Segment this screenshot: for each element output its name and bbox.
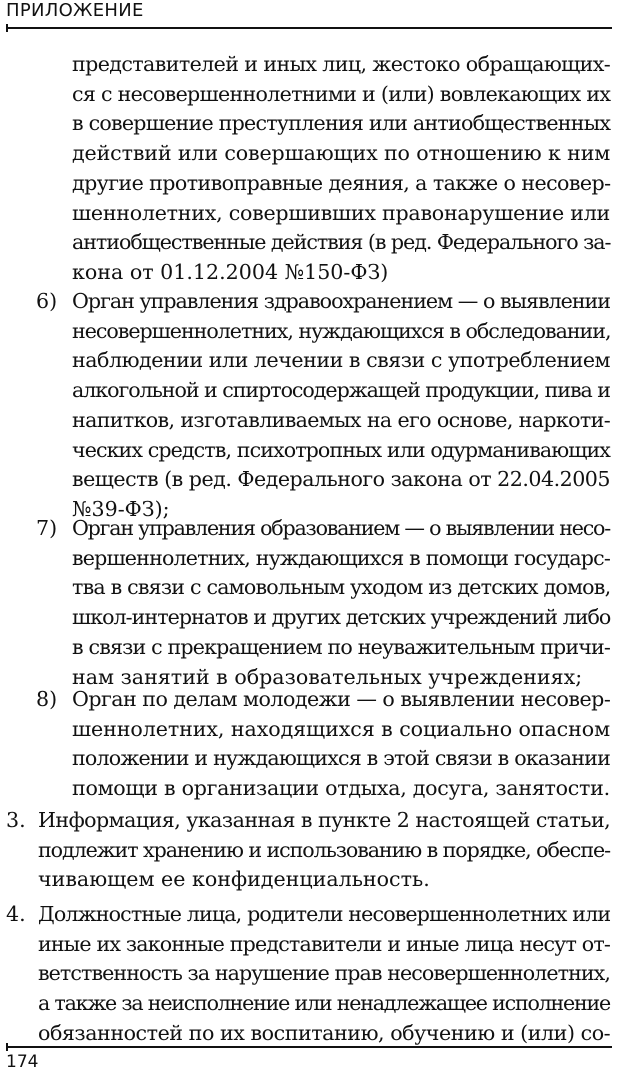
text-line: вершеннолетних, нуждающихся в помощи государс- (72, 545, 610, 570)
running-header: ПРИЛОЖЕНИЕ (6, 0, 144, 21)
item-4-text (38, 900, 610, 1049)
text-line: Орган управления образованием — о выявлении несо- (72, 516, 610, 540)
text-line: тва в связи с самовольным уходом из детских домов, (72, 575, 611, 600)
subitem-7-marker: 7) (36, 516, 58, 540)
text-line: чивающем ее конфиденциальность. (38, 867, 430, 892)
text-line: Орган по делам молодежи — о выявлении несовер- (72, 687, 611, 711)
text-line: в совершение преступления или антиобщественных (72, 111, 611, 136)
footer-rule (6, 1046, 612, 1048)
text-line: напитков, изготавливаемых на его основе, наркоти- (72, 407, 610, 432)
text-line: подлежит хранению и использованию в порядке, обеспе- (38, 837, 610, 862)
text-line: а также за неисполнение или ненадлежащее исполнение (38, 991, 610, 1016)
subitem-6-text (72, 287, 610, 525)
text-line: ветственность за нарушение прав несовершеннолетних, (38, 961, 610, 986)
subitem-8-text (72, 685, 610, 804)
text-line: №39-ФЗ); (72, 496, 170, 521)
text-line: другие противоправные деяния, а также о несовер- (72, 170, 611, 195)
text-line: Информация, указанная в пункте 2 настоящей статьи, (38, 808, 611, 832)
text-line: положении и нуждающихся в этой связи в оказании (72, 746, 610, 771)
text-line: ся с несовершеннолетними и (или) вовлекающих их (72, 81, 611, 106)
header-rule (6, 27, 612, 29)
text-line: шеннолетних, находящихся в социально опасном (72, 716, 610, 741)
continuation-paragraph (72, 50, 610, 288)
text-line: ческих средств, психотропных или одурманивающих (72, 437, 610, 462)
text-line: Должностные лица, родители несовершеннолетних или (38, 902, 611, 926)
text-line: в связи с прекращением по неуважительным причи- (72, 634, 610, 659)
text-line: нам занятий в образовательных учреждениях; (72, 664, 583, 689)
item-3-text (38, 806, 610, 895)
text-line: несовершеннолетних, нуждающихся в обследовании, (72, 318, 611, 343)
page-number: 174 (6, 1052, 39, 1072)
text-line: антиобщественные действия (в ред. Федерального за- (72, 230, 611, 255)
item-4-marker: 4. (6, 902, 26, 926)
text-line: Орган управления здравоохранением — о выявлении (72, 289, 610, 313)
subitem-7-text (72, 514, 610, 692)
text-line: кона от 01.12.2004 №150-ФЗ) (72, 259, 389, 284)
text-line: действий или совершающих по отношению к ним (72, 141, 611, 166)
text-line: представителей и иных лиц, жестоко обращающих- (72, 52, 611, 76)
subitem-8-marker: 8) (36, 687, 58, 711)
text-line: иные их законные представители и иные лица несут от- (38, 931, 611, 956)
subitem-6-marker: 6) (36, 289, 58, 313)
text-line: наблюдении или лечении в связи с употреблением (72, 348, 611, 373)
text-line: обязанностей по их воспитанию, обучению и (или) со- (38, 1020, 611, 1045)
item-3-marker: 3. (6, 808, 26, 832)
text-line: алкогольной и спиртосодержащей продукции, пива и (72, 378, 610, 403)
text-line: шеннолетних, совершивших правонарушение или (72, 200, 610, 225)
text-line: веществ (в ред. Федерального закона от 22.04.2005 (72, 467, 610, 492)
text-line: школ-интернатов и других детских учреждений либо (72, 605, 611, 630)
text-line: помощи в организации отдыха, досуга, занятости. (72, 776, 610, 801)
